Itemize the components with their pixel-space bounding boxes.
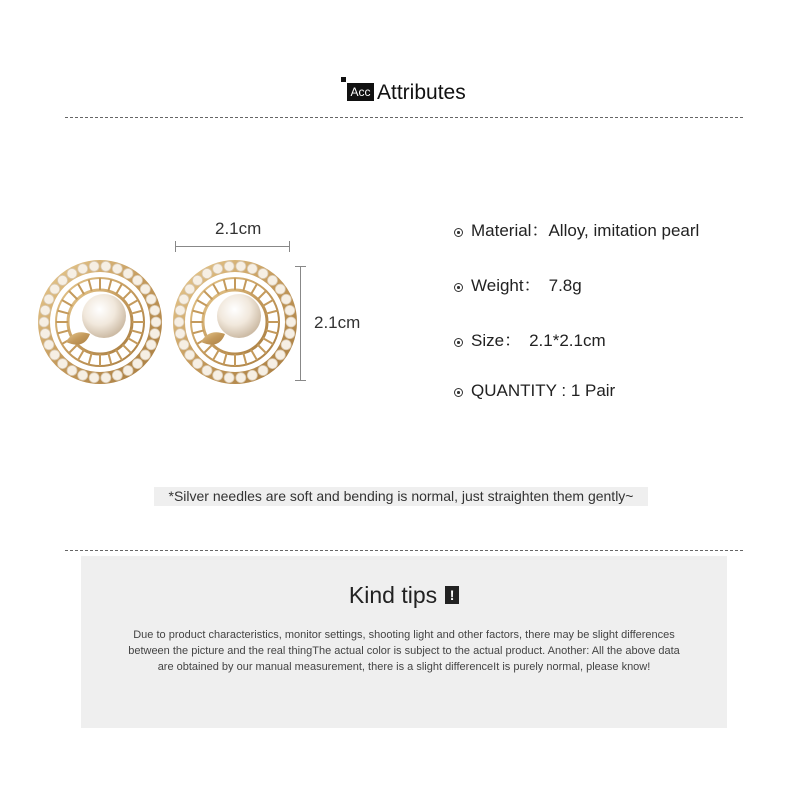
pearl-bead (50, 350, 60, 360)
spec-material (454, 221, 699, 241)
pearl-bead (179, 294, 189, 304)
pearl-bead (58, 359, 68, 369)
pearl-bead (140, 284, 150, 294)
pearl-bead (236, 373, 246, 383)
gold-spoke (258, 291, 266, 299)
pearl-bead (112, 370, 122, 380)
kind-tips-text: Due to product characteristics, monitor settings, shooting light and other factors, there may be slight differences between the picture and the real thingThe actual color is subject to the actual product. Another: All the above data are obtained by our manual measurement, there is a slight differenceIt is purely normal, please know! (128, 629, 680, 673)
width-dimension-cap (289, 241, 290, 252)
spec-weight (454, 276, 582, 296)
gold-spoke (131, 311, 143, 314)
gold-spoke (243, 353, 246, 365)
pearl-bead (78, 264, 88, 274)
pearl-bead (213, 264, 223, 274)
spec-quantity (454, 381, 615, 401)
pearl-bead (101, 261, 111, 271)
pearl-bead (185, 350, 195, 360)
gold-spoke (243, 279, 246, 291)
pearl-bead (140, 350, 150, 360)
gold-spoke (263, 300, 273, 306)
pearl-bead (281, 340, 291, 350)
gold-spoke (123, 291, 131, 299)
kind-tips-heading (81, 581, 727, 609)
pearl-bead (39, 317, 49, 327)
spec-value: Alloy, imitation pearl (548, 221, 700, 240)
pearl-bead (78, 370, 88, 380)
height-dimension-cap (295, 380, 306, 381)
gold-spoke (69, 345, 77, 353)
pearl-bead (179, 340, 189, 350)
spec-label: Size： (471, 331, 522, 350)
gold-spoke (89, 353, 92, 365)
height-dimension-line (300, 266, 301, 380)
pearl-bead (247, 370, 257, 380)
pearl-bead (224, 261, 234, 271)
spec-label: Material： (471, 221, 549, 240)
pearl-bead (67, 269, 77, 279)
height-dimension-label: 2.1cm (314, 313, 361, 332)
pearl-bead (267, 359, 277, 369)
gold-spoke (89, 279, 92, 291)
gold-spoke (69, 291, 77, 299)
pearl-bead (50, 284, 60, 294)
gold-spoke (116, 350, 122, 360)
gold-spoke (78, 350, 84, 360)
bullet-icon (454, 338, 463, 347)
pearl-bead (258, 269, 268, 279)
gold-spoke (192, 330, 204, 333)
pearl-bead (150, 305, 160, 315)
bullet-icon (454, 388, 463, 397)
pearl-bead (285, 329, 295, 339)
gold-spoke (251, 350, 257, 360)
gold-spoke (116, 284, 122, 294)
header-dot-icon (341, 77, 346, 82)
gold-spoke (57, 311, 69, 314)
pearl-bead (89, 261, 99, 271)
pearl-bead (40, 329, 50, 339)
pearl-bead (286, 317, 296, 327)
gold-spoke (204, 345, 212, 353)
width-dimension-line (175, 246, 289, 247)
gold-spoke (62, 300, 72, 306)
bottom-divider (65, 550, 743, 551)
spec-value: 7.8g (548, 276, 582, 295)
pearl-bead (267, 275, 277, 285)
spec-value: 1 Pair (570, 381, 616, 400)
pearl-bead (213, 370, 223, 380)
pearl-bead (275, 350, 285, 360)
kind-tips-panel (81, 556, 727, 728)
gold-spoke (224, 353, 227, 365)
gold-spoke (123, 345, 131, 353)
pearl-bead (193, 359, 203, 369)
spec-label: QUANTITY : (471, 381, 571, 400)
gold-spoke (263, 338, 273, 344)
gold-spoke (213, 350, 219, 360)
gold-spoke (128, 338, 138, 344)
pearl-bead (285, 305, 295, 315)
bullet-icon (454, 228, 463, 237)
pearl-bead (193, 275, 203, 285)
pearl-bead (224, 373, 234, 383)
width-dimension-cap (175, 241, 176, 252)
header-badge: Acc (347, 83, 374, 101)
pearl-bead (258, 365, 268, 375)
gold-spoke (108, 279, 111, 291)
pearl-bead (275, 284, 285, 294)
pearl-bead (67, 365, 77, 375)
earring-left (39, 261, 161, 382)
gold-spoke (131, 330, 143, 333)
gold-spoke (224, 279, 227, 291)
gold-spoke (266, 311, 278, 314)
spec-size (454, 331, 606, 351)
pearl-bead (175, 305, 185, 315)
bullet-icon (454, 283, 463, 292)
width-dimension-label: 2.1cm (215, 219, 262, 238)
pearl-bead (202, 365, 212, 375)
spec-value: 2.1*2.1cm (529, 331, 606, 350)
pearl-bead (44, 294, 54, 304)
gold-spoke (57, 330, 69, 333)
pearl-bead (123, 365, 133, 375)
pearl-bead (150, 329, 160, 339)
pearl-bead (185, 284, 195, 294)
top-divider (65, 117, 743, 118)
gold-spoke (258, 345, 266, 353)
gold-spoke (78, 284, 84, 294)
gold-spoke (251, 284, 257, 294)
pearl-bead (146, 294, 156, 304)
pearl-bead (247, 264, 257, 274)
care-note: *Silver needles are soft and bending is normal, just straighten them gently~ (154, 487, 648, 506)
height-dimension-cap (295, 266, 306, 267)
gold-spoke (213, 284, 219, 294)
gold-spoke (266, 330, 278, 333)
pearl-bead (236, 261, 246, 271)
pearl-bead (132, 359, 142, 369)
spec-label: Weight： (471, 276, 541, 295)
gold-spoke (192, 311, 204, 314)
earrings-image (38, 258, 328, 388)
pearl-bead (89, 373, 99, 383)
section-title: Attributes (377, 81, 466, 104)
gold-spoke (128, 300, 138, 306)
pearl-bead (146, 340, 156, 350)
pearl-bead (40, 305, 50, 315)
earring-right (174, 261, 296, 382)
pearl-bead (174, 317, 184, 327)
pearl-bead (202, 269, 212, 279)
pearl-bead (151, 317, 161, 327)
gold-spoke (197, 300, 207, 306)
gold-spoke (108, 353, 111, 365)
pearl-bead (44, 340, 54, 350)
exclamation-icon: ! (445, 586, 459, 604)
pearl-bead (132, 275, 142, 285)
gold-spoke (204, 291, 212, 299)
pearl-bead (112, 264, 122, 274)
pearl-bead (58, 275, 68, 285)
pearl-bead (281, 294, 291, 304)
kind-tips-title: Kind tips (348, 582, 438, 608)
pearl-bead (123, 269, 133, 279)
pearl-bead (101, 373, 111, 383)
pearl-bead (175, 329, 185, 339)
